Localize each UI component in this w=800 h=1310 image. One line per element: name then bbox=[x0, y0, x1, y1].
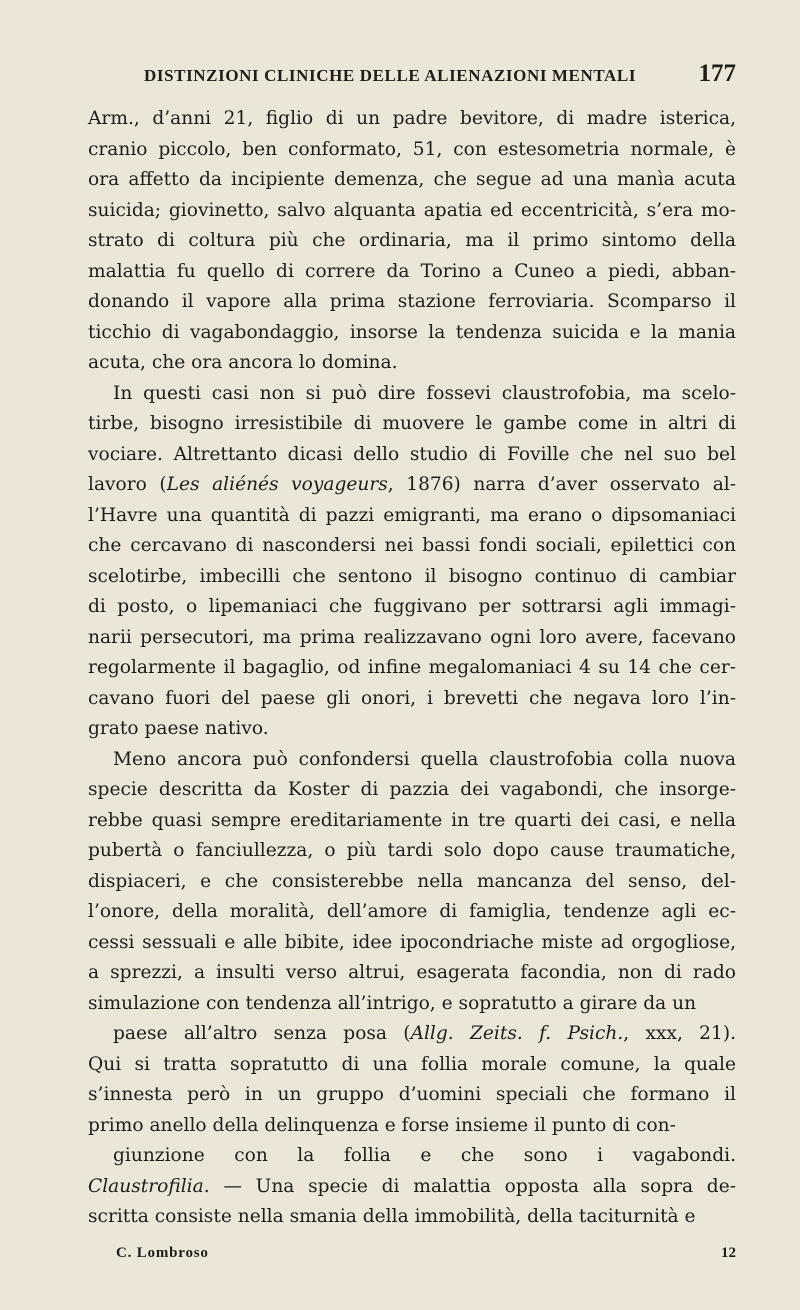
italic-text: Les aliénés voyageurs bbox=[166, 474, 388, 495]
text-line: Qui si tratta sopratutto di una follia morale comune, la quale bbox=[88, 1053, 736, 1075]
italic-text: Claustrofilia. bbox=[88, 1175, 210, 1197]
text-line: malattia fu quello di correre da Torino a Cuneo a piedi, abban- bbox=[88, 260, 736, 282]
text-line: acuta, che ora ancora lo domina. bbox=[88, 352, 398, 373]
text-line: ticchio di vagabondaggio, insorse la tendenza suicida e la mania bbox=[88, 321, 736, 343]
text-line: In questi casi non si può dire fossevi claustrofobia, ma scelo- bbox=[113, 382, 736, 404]
text-line: dispiaceri, e che consisterebbe nella mancanza del senso, del- bbox=[88, 870, 736, 892]
text-line: grato paese nativo. bbox=[88, 718, 269, 739]
text-line: Claustrofilia. — Una specie di malattia opposta alla sopra de- bbox=[88, 1175, 736, 1197]
running-title: DISTINZIONI CLINICHE DELLE ALIENAZIONI MENTALI bbox=[144, 66, 637, 85]
text-line: a sprezzi, a insulti verso altrui, esagerata facondia, non di rado bbox=[88, 962, 736, 983]
text-line: specie descritta da Koster di pazzia dei vagabondi, che insorge- bbox=[88, 779, 736, 800]
text-line: scelotirbe, imbecilli che sentono il bisogno continuo di cambiar bbox=[88, 565, 736, 587]
text-line: cessi sessuali e alle bibite, idee ipocondriache miste ad orgogliose, bbox=[88, 931, 736, 953]
text-line: cavano fuori del paese gli onori, i brevetti che negava loro l’in- bbox=[88, 687, 736, 709]
text-line: narii persecutori, ma prima realizzavano ogni loro avere, facevano bbox=[88, 626, 736, 648]
signature-mark: 12 bbox=[721, 1245, 736, 1261]
text-line: l’Havre una quantità di pazzi emigranti, ma erano o dipsomaniaci bbox=[88, 504, 736, 526]
page-footer bbox=[88, 1245, 736, 1269]
body-text bbox=[88, 104, 736, 1233]
page-number: 177 bbox=[698, 60, 736, 87]
text-line: vociare. Altrettanto dicasi dello studio di Foville che nel suo bel bbox=[88, 443, 736, 465]
text-line: paese all’altro senza posa (Allg. Zeits. f. Psich., xxx, 21). bbox=[113, 1023, 736, 1044]
text-line: simulazione con tendenza all’intrigo, e sopratutto a girare da un bbox=[88, 992, 697, 1014]
text-line: lavoro (Les aliénés voyageurs, 1876) narra d’aver osservato al- bbox=[88, 474, 737, 495]
text-line: giunzione con la follia e che sono i vagabondi. bbox=[113, 1145, 736, 1166]
text-line: pubertà o fanciullezza, o più tardi solo dopo cause traumatiche, bbox=[88, 840, 736, 861]
page-header bbox=[144, 60, 736, 96]
text-line: Arm., d’anni 21, figlio di un padre bevitore, di madre isterica, bbox=[88, 108, 736, 129]
text-line: di posto, o lipemaniaci che fuggivano per sottrarsi agli immagi- bbox=[88, 596, 736, 617]
text-line: tirbe, bisogno irresistibile di muovere le gambe come in altri di bbox=[88, 413, 736, 434]
text-line: l’onore, della moralità, dell’amore di famiglia, tendenze agli ec- bbox=[88, 901, 736, 922]
text-line: Meno ancora può confondersi quella claustrofobia colla nuova bbox=[113, 748, 736, 770]
text-line: rebbe quasi sempre ereditariamente in tre quarti dei casi, e nella bbox=[88, 809, 736, 831]
text-line: s’innesta però in un gruppo d’uomini speciali che formano il bbox=[88, 1084, 736, 1105]
text-line: regolarmente il bagaglio, od infine megalomaniaci 4 su 14 che cer- bbox=[88, 657, 736, 678]
text-line: ora affetto da incipiente demenza, che segue ad una manìa acuta bbox=[88, 169, 736, 190]
text-line: scritta consiste nella smania della immobilità, della taciturnità e bbox=[88, 1206, 696, 1227]
footer-author: C. Lombroso bbox=[116, 1245, 209, 1261]
text-line: primo anello della delinquenza e forse insieme il punto di con- bbox=[88, 1114, 676, 1136]
italic-text: Allg. Zeits. f. Psich. bbox=[410, 1023, 624, 1044]
text-line: suicida; giovinetto, salvo alquanta apatia ed eccentricità, s’era mo- bbox=[88, 199, 736, 221]
text-line: che cercavano di nascondersi nei bassi fondi sociali, epilettici con bbox=[88, 535, 736, 556]
text-line: strato di coltura più che ordinaria, ma il primo sintomo della bbox=[88, 230, 736, 251]
text-line: cranio piccolo, ben conformato, 51, con estesometria normale, è bbox=[88, 138, 736, 160]
text-line: donando il vapore alla prima stazione ferroviaria. Scomparso il bbox=[88, 291, 736, 312]
